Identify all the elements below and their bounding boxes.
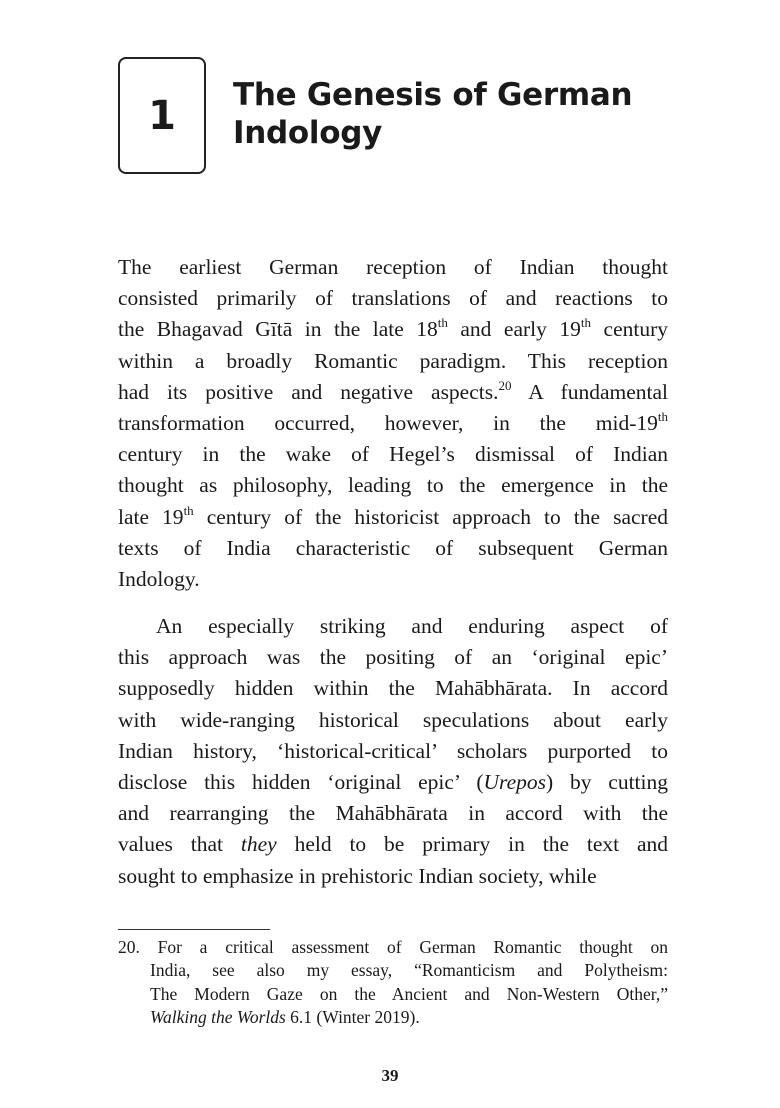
text-run: A fundamental: [511, 379, 669, 404]
superscript: th: [580, 315, 592, 331]
text-run: 6.1 (Winter 2019).: [285, 1006, 420, 1027]
text-run: Indology.: [118, 566, 200, 591]
page-number: 39: [381, 1066, 399, 1085]
text-run: and rearranging the Mahābhārata in accord with the: [118, 801, 668, 826]
text-run: values that: [118, 832, 241, 857]
text-run: late 19: [118, 504, 184, 529]
text-run: held to be primary in the text and: [276, 832, 668, 857]
text-run: century in the wake of Hegel’s dismissal of Indian: [118, 442, 668, 467]
text-line: [118, 705, 668, 736]
text-line: [118, 983, 668, 1006]
footnote-divider: [118, 929, 270, 930]
text-line: [118, 533, 668, 564]
text-run: supposedly hidden within the Mahābhārata. In accord: [118, 676, 668, 701]
text-run: 20. For a critical assessment of German Romantic thought on: [118, 937, 668, 957]
text-line: [118, 1006, 668, 1029]
text-run: had its positive and negative aspects.: [118, 379, 499, 404]
text-line: [118, 346, 668, 377]
text-line: [118, 470, 668, 501]
text-line: [118, 736, 668, 767]
text-line: [118, 611, 668, 642]
text-line: [118, 798, 668, 829]
text-run: the Bhagavad Gītā in the late 18: [118, 317, 438, 342]
text-run: ) by cutting: [546, 769, 668, 794]
footnote-20: [118, 936, 668, 1029]
text-line: [118, 861, 668, 892]
italic-text: Walking the Worlds: [150, 1006, 286, 1027]
text-line: [118, 439, 668, 470]
text-line: [118, 564, 668, 595]
text-run: with wide-ranging historical speculations about early: [118, 707, 668, 732]
text-line: [118, 829, 668, 860]
chapter-number: 1: [148, 93, 176, 139]
superscript: th: [437, 315, 448, 331]
chapter-title: [233, 76, 632, 152]
text-line: [118, 959, 668, 982]
text-run: disclose this hidden ‘original epic’ (: [118, 769, 484, 794]
italic-text: Urepos: [483, 769, 546, 794]
text-run: An especially striking and enduring aspect of: [156, 614, 668, 638]
text-line: [118, 283, 668, 314]
superscript: th: [657, 408, 668, 424]
text-run: Indian history, ‘historical-critical’ scholars purported to: [118, 738, 668, 763]
text-run: and early 19: [447, 317, 581, 342]
text-run: sought to emphasize in prehistoric Indian society, while: [118, 863, 597, 888]
text-run: The earliest German reception of Indian thought: [118, 255, 668, 279]
text-line: [118, 314, 668, 345]
italic-text: they: [240, 832, 277, 857]
text-line: [118, 377, 668, 408]
text-run: The Modern Gaze on the Ancient and Non-Western Other,”: [150, 983, 668, 1004]
text-run: India, see also my essay, “Romanticism and Polytheism:: [150, 960, 668, 981]
text-line: [118, 502, 668, 533]
text-line: [118, 767, 668, 798]
text-run: century: [591, 317, 668, 342]
text-line: [118, 673, 668, 704]
text-run: thought as philosophy, leading to the emergence in the: [118, 473, 668, 498]
text-run: transformation occurred, however, in the mid-19: [118, 410, 658, 435]
superscript: th: [183, 502, 194, 518]
text-line: [118, 252, 668, 283]
chapter-title-line: The Genesis of German: [233, 77, 633, 113]
text-run: texts of India characteristic of subsequent German: [118, 535, 668, 560]
paragraph-2: [118, 611, 668, 892]
text-line: [118, 936, 668, 959]
text-line: [118, 408, 668, 439]
text-run: consisted primarily of translations of and reactions to: [118, 286, 668, 311]
text-run: this approach was the positing of an ‘original epic’: [118, 645, 668, 670]
superscript: 20: [498, 377, 512, 393]
text-line: [118, 642, 668, 673]
paragraph-1: [118, 252, 668, 595]
chapter-number-box: [118, 57, 206, 174]
chapter-title-line: Indology: [233, 115, 383, 151]
text-run: within a broadly Romantic paradigm. This reception: [118, 348, 668, 373]
text-run: century of the historicist approach to the sacred: [193, 504, 668, 529]
